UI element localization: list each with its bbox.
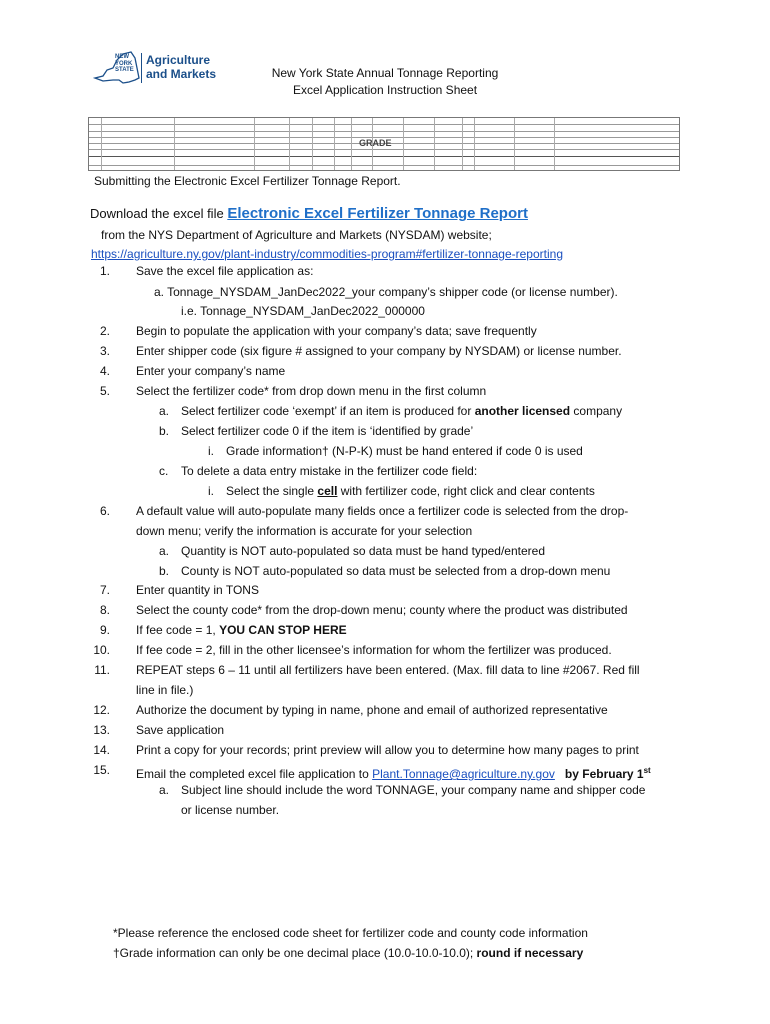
- step-text: Select fertilizer code 0 if the item is ‘identified by grade’: [181, 424, 474, 438]
- step-6-cont: down menu; verify the information is accurate for your selection: [136, 524, 473, 538]
- download-prefix: Download the excel file: [90, 206, 228, 221]
- step-5b: b. Select fertilizer code 0 if the item is ‘identified by grade’: [159, 424, 474, 438]
- step-text: Select the fertilizer code* from drop down menu in the first column: [136, 384, 487, 398]
- tonnage-email-link[interactable]: Plant.Tonnage@agriculture.ny.gov: [372, 767, 555, 781]
- step-text: If fee code = 2, fill in the other licensee’s information for whom the fertilizer was produced.: [136, 643, 612, 657]
- step-text-bold: another licensed: [474, 404, 571, 418]
- logo-divider: [141, 53, 142, 83]
- step-5c: c. To delete a data entry mistake in the fertilizer code field:: [159, 464, 478, 478]
- step-text: Enter shipper code (six figure # assigned to your company by NYSDAM) or license number.: [136, 344, 622, 358]
- step-text: company: [570, 404, 623, 418]
- document-title: [200, 65, 570, 99]
- step-text: Quantity is NOT auto-populated so data must be hand typed/entered: [181, 544, 546, 558]
- step-1a: a. Tonnage_NYSDAM_JanDec2022_your company’s shipper code (or license number).: [154, 285, 618, 299]
- step-text: Save application: [136, 723, 225, 737]
- step-text: Print a copy for your records; print preview will allow you to determine how many pages to print: [136, 743, 639, 757]
- step-text: To delete a data entry mistake in the fertilizer code field:: [181, 464, 478, 478]
- step-text: Begin to populate the application with your company’s data; save frequently: [136, 324, 537, 338]
- logo-line-2: and Markets: [146, 67, 217, 81]
- step-text-sup: st: [643, 766, 651, 775]
- step-text: Save the excel file application as:: [136, 264, 314, 278]
- step-text: A default value will auto-populate many fields once a fertilizer code is selected from the drop-: [136, 504, 629, 518]
- step-11-cont: line in file.): [136, 683, 194, 697]
- step-text: Enter quantity in TONS: [136, 583, 259, 597]
- step-text: Select the single: [226, 484, 318, 498]
- step-text: Select the county code* from the drop-down menu; county where the product was distributed: [136, 603, 628, 617]
- step-text: Subject line should include the word TONNAGE, your company name and shipper code: [181, 783, 646, 797]
- step-text: Select fertilizer code ‘exempt’ if an item is produced for: [181, 404, 475, 418]
- spreadsheet-preview-image: [88, 117, 680, 171]
- step-text: If fee code = 1,: [136, 623, 220, 637]
- step-text: REPEAT steps 6 – 11 until all fertilizers have been entered. (Max. fill data to line #2067. Red fill: [136, 663, 640, 677]
- download-source-text: from the NYS Department of Agriculture and Markets (NYSDAM) website;: [101, 228, 492, 242]
- step-text: Grade information† (N-P-K) must be hand entered if code 0 is used: [226, 444, 583, 458]
- step-text: Email the completed excel file application to: [136, 767, 373, 781]
- step-text: County is NOT auto-populated so data must be selected from a drop-down menu: [181, 564, 611, 578]
- step-text-bold: YOU CAN STOP HERE: [219, 623, 347, 637]
- logo-state-text: NEW YORK STATE: [115, 54, 134, 73]
- step-6b: b. County is NOT auto-populated so data must be selected from a drop-down menu: [159, 564, 611, 578]
- step-text: with fertilizer code, right click and clear contents: [337, 484, 595, 498]
- step-5b-i: i. Grade information† (N-P-K) must be hand entered if code 0 is used: [208, 444, 583, 458]
- footnote-text: †Grade information can only be one decimal place (10.0-10.0-10.0);: [113, 946, 477, 960]
- page-subtitle: Excel Application Instruction Sheet: [292, 83, 478, 97]
- step-5c-i: i. Select the single cell with fertilizer code, right click and clear contents: [208, 484, 595, 498]
- footnote-text-bold: round if necessary: [476, 946, 584, 960]
- step-text: Enter your company’s name: [136, 364, 286, 378]
- step-15a-cont: or license number.: [181, 803, 280, 817]
- footnote-grade: [113, 945, 583, 962]
- step-6a: a. Quantity is NOT auto-populated so data must be hand typed/entered: [159, 544, 546, 558]
- step-text: Authorize the document by typing in name, phone and email of authorized representative: [136, 703, 608, 717]
- step-text-bold: cell: [317, 484, 338, 498]
- grade-label: GRADE: [359, 138, 392, 148]
- step-15a: a. Subject line should include the word TONNAGE, your company name and shipper code: [159, 783, 646, 797]
- nysdam-website-link[interactable]: https://agriculture.ny.gov/plant-industry/commodities-program#fertilizer-tonnage-reporting: [91, 247, 563, 261]
- download-line: [90, 205, 528, 222]
- footnote-code-sheet: *Please reference the enclosed code sheet for fertilizer code and county code information: [113, 926, 588, 940]
- page-title: New York State Annual Tonnage Reporting: [271, 66, 499, 80]
- logo-line-1: Agriculture: [146, 53, 211, 67]
- excel-report-link[interactable]: Electronic Excel Fertilizer Tonnage Report: [227, 205, 528, 222]
- step-text-bold: by February 1: [564, 767, 644, 781]
- step-5a: a. Select fertilizer code ‘exempt’ if an item is produced for another licensed company: [159, 404, 623, 418]
- section-subheading: Submitting the Electronic Excel Fertilizer Tonnage Report.: [94, 174, 401, 188]
- step-1a-example: i.e. Tonnage_NYSDAM_JanDec2022_000000: [181, 304, 425, 318]
